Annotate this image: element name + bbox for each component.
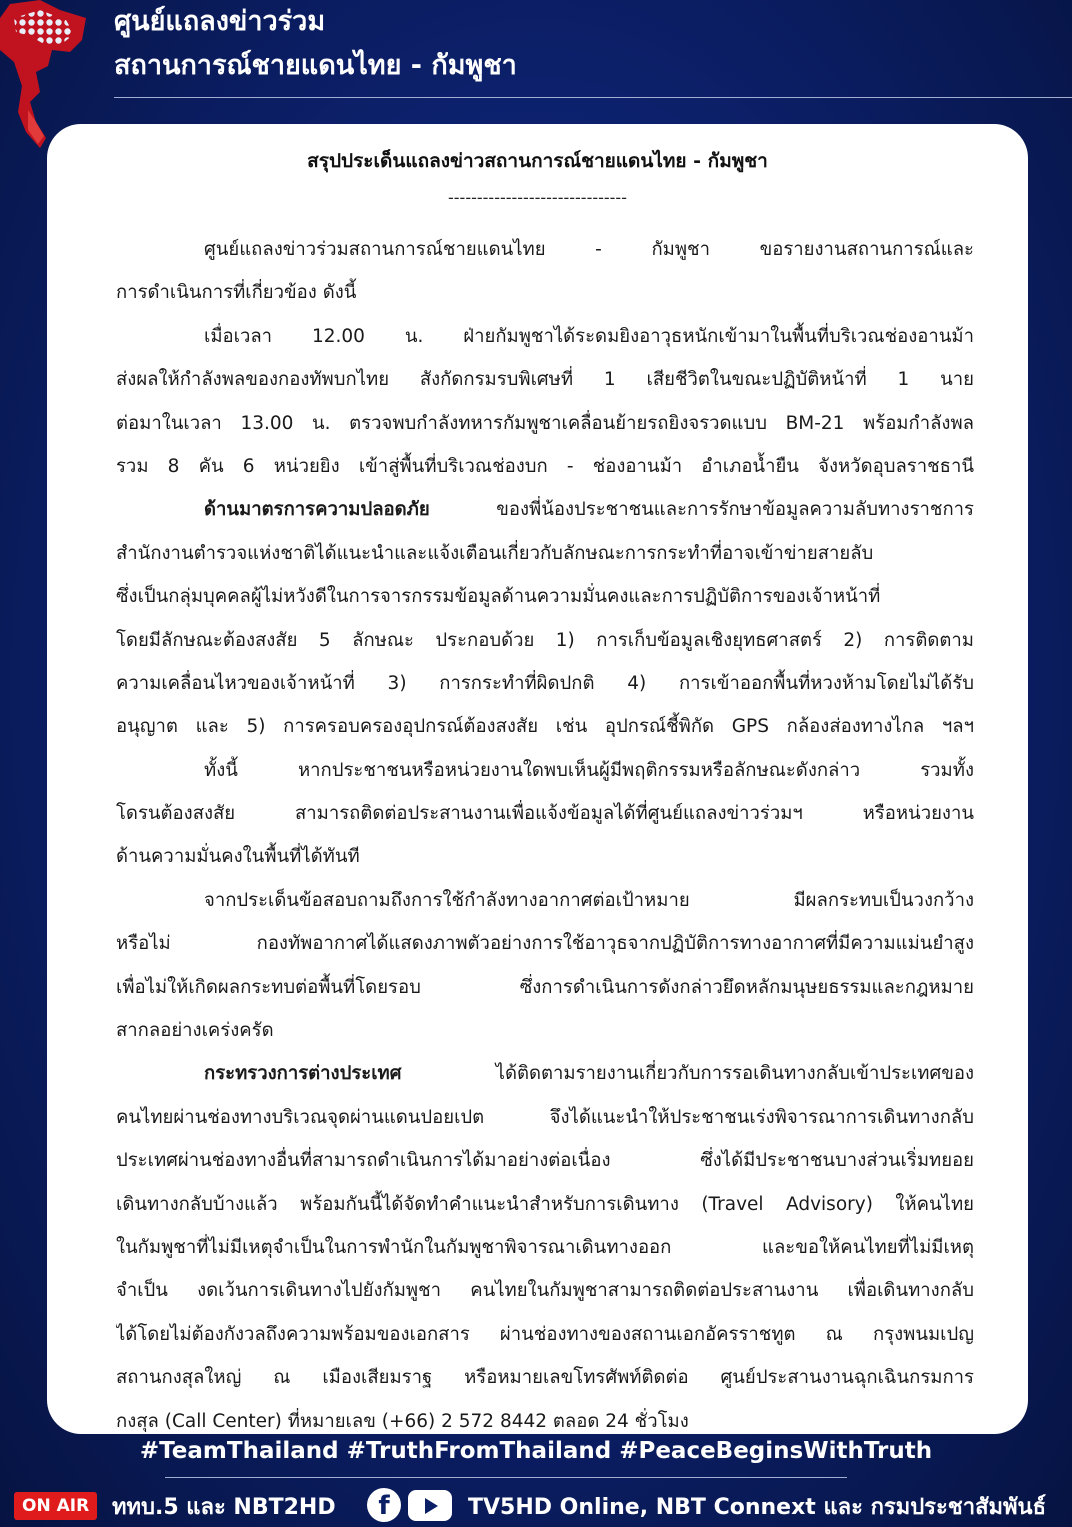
body-line	[116, 402, 974, 445]
body-line	[116, 966, 974, 1009]
body-line	[116, 792, 974, 835]
body-line-text: ความเคลื่อนไหวของเจ้าหน้าที่ 3) การกระทำที่ผิดปกติ 4) การเข้าออกพื้นที่หวงห้ามโดยไม่ได้รับ	[116, 672, 974, 694]
body-line-text: อนุญาต และ 5) การครอบครองอุปกรณ์ต้องสงสัย เช่น อุปกรณ์ชี้พิกัด GPS กล้องส่องทางไกล ฯลฯ	[116, 716, 974, 738]
body-line-text: ได้โดยไม่ต้องกังวลถึงความพร้อมของเอกสาร ผ่านช่องทางของสถานเอกอัครราชทูต ณ กรุงพนมเปญ	[116, 1323, 974, 1345]
body-line	[116, 879, 974, 922]
body-line-text: จากประเด็นข้อสอบถามถึงการใช้กำลังทางอากาศต่อเป้าหมาย มีผลกระทบเป็นวงกว้าง	[204, 889, 974, 911]
body-line-text: ประเทศผ่านช่องทางอื่นที่สามารถดำเนินการได้มาอย่างต่อเนื่อง ซึ่งได้มีประชาชนบางส่วนเริ่มทยอย	[116, 1150, 974, 1172]
press-release-card	[47, 124, 1028, 1434]
body-line	[116, 1356, 974, 1399]
body-line	[116, 575, 974, 618]
body-line	[116, 1052, 974, 1095]
header-divider	[114, 97, 1072, 98]
body-line	[116, 1313, 974, 1356]
body-line-text: โดยมีลักษณะต้องสงสัย 5 ลักษณะ ประกอบด้วย 1) การเก็บข้อมูลเชิงยุทธศาสตร์ 2) การติดตาม	[116, 629, 974, 651]
on-air-badge: ON AIR	[14, 1492, 97, 1520]
body-line-text: คนไทยผ่านช่องทางบริเวณจุดผ่านแดนปอยเปต จึงได้แนะนำให้ประชาชนเร่งพิจารณาการเดินทางกลับ	[116, 1106, 974, 1128]
body-line-text: ได้ติดตามรายงานเกี่ยวกับการรอเดินทางกลับเข้าประเทศของ	[401, 1063, 974, 1085]
body-line-text: สากลอย่างเคร่งครัด	[116, 1020, 274, 1042]
bold-lead: กระทรวงการต่างประเทศ	[204, 1063, 402, 1085]
body-line-text: กงสุล (Call Center) ที่หมายเลข (+66) 2 572 8442 ตลอด 24 ชั่วโมง	[116, 1410, 689, 1432]
body-line	[116, 228, 974, 271]
body-line	[116, 315, 974, 358]
body-line-text: การดำเนินการที่เกี่ยวข้อง ดังนี้	[116, 282, 357, 304]
body-line	[116, 619, 974, 662]
body-line-text: ด้านความมั่นคงในพื้นที่ได้ทันที	[116, 846, 360, 868]
title-separator: -------------------------------	[448, 188, 627, 207]
body-line-text: เมื่อเวลา 12.00 น. ฝ่ายกัมพูชาได้ระดมยิงอาวุธหนักเข้ามาในพื้นที่บริเวณช่องอานม้า	[204, 325, 974, 347]
broadcast-channels: ททบ.5 และ NBT2HD	[112, 1495, 336, 1520]
body-line-text: เพื่อไม่ให้เกิดผลกระทบต่อพื้นที่โดยรอบ ซึ่งการดำเนินการดังกล่าวยึดหลักมนุษยธรรมและกฎหมาย	[116, 976, 974, 998]
document-title: สรุปประเด็นแถลงข่าวสถานการณ์ชายแดนไทย - กัมพูชา	[307, 150, 768, 172]
bold-lead: ด้านมาตรการความปลอดภัย	[204, 499, 430, 521]
body-line	[116, 705, 974, 748]
body-line-text: ส่งผลให้กำลังพลของกองทัพบกไทย สังกัดกรมรบพิเศษที่ 1 เสียชีวิตในขณะปฏิบัติหน้าที่ 1 นาย	[116, 369, 974, 391]
body-line	[116, 358, 974, 401]
body-line-text: โดรนต้องสงสัย สามารถติดต่อประสานงานเพื่อแจ้งข้อมูลได้ที่ศูนย์แถลงข่าวร่วมฯ หรือหน่วยงาน	[116, 803, 974, 825]
body-line-text: ทั้งนี้ หากประชาชนหรือหน่วยงานใดพบเห็นผู้มีพฤติกรรมหรือลักษณะดังกล่าว รวมทั้ง	[204, 759, 974, 781]
body-line	[116, 445, 974, 488]
body-line	[116, 1400, 974, 1434]
body-line	[116, 1269, 974, 1312]
facebook-icon: f	[367, 1488, 401, 1522]
body-line	[116, 1226, 974, 1269]
online-platforms: TV5HD Online, NBT Connext และ กรมประชาสัมพันธ์	[468, 1495, 1046, 1520]
body-line-text: ศูนย์แถลงข่าวร่วมสถานการณ์ชายแดนไทย - กัมพูชา ขอรายงานสถานการณ์และ	[204, 239, 974, 260]
document-body	[116, 228, 974, 1434]
body-line	[116, 271, 974, 314]
body-line-text: ในกัมพูชาที่ไม่มีเหตุจำเป็นในการพำนักในกัมพูชาพิจารณาเดินทางออก และขอให้คนไทยที่ไม่มีเหตุ	[116, 1236, 974, 1258]
body-line	[116, 1183, 974, 1226]
body-line-text: ของพี่น้องประชาชนและการรักษาข้อมูลความลับทางราชการ	[429, 499, 974, 521]
body-line-text: เดินทางกลับบ้างแล้ว พร้อมกันนี้ได้จัดทำคำแนะนำสำหรับการเดินทาง (Travel Advisory) ให้คนไทย	[116, 1193, 974, 1215]
body-line-text: ซึ่งเป็นกลุ่มบุคคลผู้ไม่หวังดีในการจารกรรมข้อมูลด้านความมั่นคงและการปฏิบัติการของเจ้าหน้าที่	[116, 586, 881, 608]
body-line-text: จำเป็น งดเว้นการเดินทางไปยังกัมพูชา คนไทยในกัมพูชาสามารถติดต่อประสานงาน เพื่อเดินทางกลับ	[116, 1280, 974, 1302]
body-line-text: สถานกงสุลใหญ่ ณ เมืองเสียมราฐ หรือหมายเลขโทรศัพท์ติดต่อ ศูนย์ประสานงานฉุกเฉินกรมการ	[116, 1367, 974, 1389]
body-line	[116, 1009, 974, 1052]
body-line	[116, 835, 974, 878]
body-line	[116, 749, 974, 792]
body-line	[116, 922, 974, 965]
footer-divider	[165, 1477, 847, 1478]
body-line-text: รวม 8 คัน 6 หน่วยยิง เข้าสู่พื้นที่บริเวณช่องบก - ช่องอานม้า อำเภอน้ำยืน จังหวัดอุบลราชธานี	[116, 455, 974, 477]
body-line-text: สำนักงานตำรวจแห่งชาติได้แนะนำและแจ้งเตือนเกี่ยวกับลักษณะการกระทำที่อาจเข้าข่ายสายลับ	[116, 542, 874, 564]
body-line	[116, 488, 974, 531]
youtube-icon	[408, 1490, 452, 1521]
body-line	[116, 662, 974, 705]
body-line-text: ต่อมาในเวลา 13.00 น. ตรวจพบกำลังทหารกัมพูชาเคลื่อนย้ายรถยิงจรวดแบบ BM-21 พร้อมกำลังพล	[116, 412, 974, 434]
header-title-line2: สถานการณ์ชายแดนไทย - กัมพูชา	[114, 50, 517, 81]
header-title-line1: ศูนย์แถลงข่าวร่วม	[114, 6, 326, 37]
body-line	[116, 1096, 974, 1139]
hashtags: #TeamThailand #TruthFromThailand #PeaceBeginsWithTruth	[139, 1438, 933, 1464]
body-line	[116, 532, 974, 575]
body-line-text: หรือไม่ กองทัพอากาศได้แสดงภาพตัวอย่างการใช้อาวุธจากปฏิบัติการทางอากาศที่มีความแม่นยำสูง	[116, 933, 974, 955]
body-line	[116, 1139, 974, 1182]
